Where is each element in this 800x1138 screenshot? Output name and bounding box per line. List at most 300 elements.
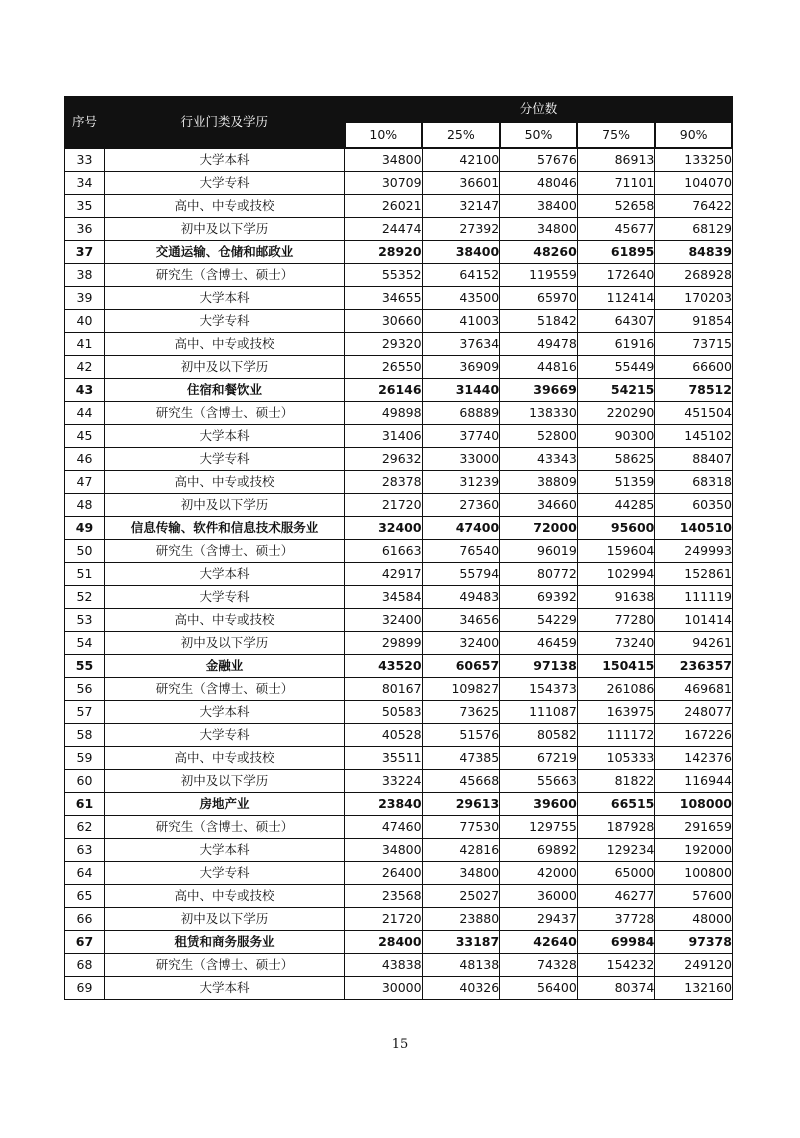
p10-value: 33224 bbox=[345, 770, 423, 793]
p90-value: 145102 bbox=[655, 425, 733, 448]
p25-value: 109827 bbox=[422, 678, 500, 701]
row-number: 65 bbox=[65, 885, 105, 908]
p75-value: 65000 bbox=[577, 862, 655, 885]
row-number: 69 bbox=[65, 977, 105, 1000]
row-number: 45 bbox=[65, 425, 105, 448]
p10-value: 30660 bbox=[345, 310, 423, 333]
table-row bbox=[65, 609, 733, 632]
p50-value: 34660 bbox=[500, 494, 578, 517]
p10-value: 28920 bbox=[345, 241, 423, 264]
p50-value: 29437 bbox=[500, 908, 578, 931]
p10-value: 42917 bbox=[345, 563, 423, 586]
p90-value: 68129 bbox=[655, 218, 733, 241]
p75-value: 220290 bbox=[577, 402, 655, 425]
p50-value: 129755 bbox=[500, 816, 578, 839]
p75-value: 187928 bbox=[577, 816, 655, 839]
p75-value: 61895 bbox=[577, 241, 655, 264]
p50-value: 44816 bbox=[500, 356, 578, 379]
p75-value: 90300 bbox=[577, 425, 655, 448]
p25-value: 27360 bbox=[422, 494, 500, 517]
p25-value: 33187 bbox=[422, 931, 500, 954]
table-row bbox=[65, 517, 733, 540]
education-level: 初中及以下学历 bbox=[105, 218, 345, 241]
p10-value: 23568 bbox=[345, 885, 423, 908]
p90-value: 91854 bbox=[655, 310, 733, 333]
p90-value: 108000 bbox=[655, 793, 733, 816]
education-level: 大学本科 bbox=[105, 563, 345, 586]
p90-value: 101414 bbox=[655, 609, 733, 632]
p75-value: 71101 bbox=[577, 172, 655, 195]
p25-value: 25027 bbox=[422, 885, 500, 908]
p90-value: 236357 bbox=[655, 655, 733, 678]
p50-value: 56400 bbox=[500, 977, 578, 1000]
p10-value: 50583 bbox=[345, 701, 423, 724]
p50-value: 34800 bbox=[500, 218, 578, 241]
row-number: 62 bbox=[65, 816, 105, 839]
p25-value: 64152 bbox=[422, 264, 500, 287]
p75-value: 69984 bbox=[577, 931, 655, 954]
p90-value: 78512 bbox=[655, 379, 733, 402]
p50-value: 55663 bbox=[500, 770, 578, 793]
table-row bbox=[65, 241, 733, 264]
row-number: 56 bbox=[65, 678, 105, 701]
p10-value: 21720 bbox=[345, 494, 423, 517]
row-number: 49 bbox=[65, 517, 105, 540]
industry-name: 住宿和餐饮业 bbox=[105, 379, 345, 402]
p90-value: 94261 bbox=[655, 632, 733, 655]
p75-value: 52658 bbox=[577, 195, 655, 218]
p25-value: 41003 bbox=[422, 310, 500, 333]
page-number: 15 bbox=[391, 1037, 409, 1052]
row-number: 64 bbox=[65, 862, 105, 885]
p25-value: 34656 bbox=[422, 609, 500, 632]
p75-value: 73240 bbox=[577, 632, 655, 655]
p50-value: 42000 bbox=[500, 862, 578, 885]
p10-value: 32400 bbox=[345, 609, 423, 632]
p50-value: 38400 bbox=[500, 195, 578, 218]
p90-value: 111119 bbox=[655, 586, 733, 609]
table-header bbox=[65, 97, 733, 149]
p10-value: 31406 bbox=[345, 425, 423, 448]
education-level: 大学专科 bbox=[105, 862, 345, 885]
p75-value: 61916 bbox=[577, 333, 655, 356]
table-row bbox=[65, 793, 733, 816]
p90-value: 60350 bbox=[655, 494, 733, 517]
row-number: 67 bbox=[65, 931, 105, 954]
p50-value: 36000 bbox=[500, 885, 578, 908]
p25-value: 47385 bbox=[422, 747, 500, 770]
row-number: 48 bbox=[65, 494, 105, 517]
education-level: 大学本科 bbox=[105, 148, 345, 172]
education-level: 高中、中专或技校 bbox=[105, 885, 345, 908]
p90-value: 100800 bbox=[655, 862, 733, 885]
industry-name: 房地产业 bbox=[105, 793, 345, 816]
p75-value: 112414 bbox=[577, 287, 655, 310]
p75-value: 91638 bbox=[577, 586, 655, 609]
education-level: 研究生（含博士、硕士） bbox=[105, 954, 345, 977]
p10-value: 30000 bbox=[345, 977, 423, 1000]
p10-value: 21720 bbox=[345, 908, 423, 931]
p75-value: 86913 bbox=[577, 148, 655, 172]
header-p10: 10% bbox=[345, 122, 423, 148]
row-number: 58 bbox=[65, 724, 105, 747]
p25-value: 31239 bbox=[422, 471, 500, 494]
p90-value: 84839 bbox=[655, 241, 733, 264]
p50-value: 138330 bbox=[500, 402, 578, 425]
p75-value: 80374 bbox=[577, 977, 655, 1000]
table-row bbox=[65, 862, 733, 885]
p90-value: 88407 bbox=[655, 448, 733, 471]
header-p25: 25% bbox=[422, 122, 500, 148]
education-level: 大学专科 bbox=[105, 586, 345, 609]
p75-value: 44285 bbox=[577, 494, 655, 517]
table-row bbox=[65, 678, 733, 701]
p10-value: 29632 bbox=[345, 448, 423, 471]
p50-value: 48260 bbox=[500, 241, 578, 264]
p90-value: 133250 bbox=[655, 148, 733, 172]
p75-value: 45677 bbox=[577, 218, 655, 241]
p50-value: 96019 bbox=[500, 540, 578, 563]
education-level: 高中、中专或技校 bbox=[105, 609, 345, 632]
p50-value: 80582 bbox=[500, 724, 578, 747]
education-level: 研究生（含博士、硕士） bbox=[105, 402, 345, 425]
p90-value: 97378 bbox=[655, 931, 733, 954]
p90-value: 76422 bbox=[655, 195, 733, 218]
p25-value: 40326 bbox=[422, 977, 500, 1000]
p10-value: 34800 bbox=[345, 148, 423, 172]
header-p75: 75% bbox=[577, 122, 655, 148]
p25-value: 42100 bbox=[422, 148, 500, 172]
row-number: 38 bbox=[65, 264, 105, 287]
p50-value: 52800 bbox=[500, 425, 578, 448]
row-number: 68 bbox=[65, 954, 105, 977]
p50-value: 54229 bbox=[500, 609, 578, 632]
p90-value: 140510 bbox=[655, 517, 733, 540]
p90-value: 469681 bbox=[655, 678, 733, 701]
p90-value: 268928 bbox=[655, 264, 733, 287]
p10-value: 34584 bbox=[345, 586, 423, 609]
row-number: 44 bbox=[65, 402, 105, 425]
p75-value: 95600 bbox=[577, 517, 655, 540]
p50-value: 74328 bbox=[500, 954, 578, 977]
table-row bbox=[65, 425, 733, 448]
p75-value: 159604 bbox=[577, 540, 655, 563]
p50-value: 38809 bbox=[500, 471, 578, 494]
p10-value: 28378 bbox=[345, 471, 423, 494]
table-row bbox=[65, 356, 733, 379]
row-number: 66 bbox=[65, 908, 105, 931]
education-level: 大学专科 bbox=[105, 448, 345, 471]
p50-value: 49478 bbox=[500, 333, 578, 356]
p25-value: 23880 bbox=[422, 908, 500, 931]
table-row bbox=[65, 494, 733, 517]
p50-value: 154373 bbox=[500, 678, 578, 701]
p75-value: 81822 bbox=[577, 770, 655, 793]
p50-value: 43343 bbox=[500, 448, 578, 471]
p50-value: 69392 bbox=[500, 586, 578, 609]
p10-value: 34800 bbox=[345, 839, 423, 862]
p50-value: 69892 bbox=[500, 839, 578, 862]
p10-value: 40528 bbox=[345, 724, 423, 747]
p90-value: 249993 bbox=[655, 540, 733, 563]
p90-value: 451504 bbox=[655, 402, 733, 425]
p50-value: 51842 bbox=[500, 310, 578, 333]
p10-value: 28400 bbox=[345, 931, 423, 954]
education-level: 初中及以下学历 bbox=[105, 356, 345, 379]
p25-value: 36909 bbox=[422, 356, 500, 379]
education-level: 大学本科 bbox=[105, 287, 345, 310]
table-row bbox=[65, 931, 733, 954]
education-level: 初中及以下学历 bbox=[105, 632, 345, 655]
education-level: 大学专科 bbox=[105, 172, 345, 195]
p50-value: 65970 bbox=[500, 287, 578, 310]
row-number: 51 bbox=[65, 563, 105, 586]
table-body bbox=[65, 148, 733, 1000]
education-level: 研究生（含博士、硕士） bbox=[105, 816, 345, 839]
p50-value: 46459 bbox=[500, 632, 578, 655]
row-number: 46 bbox=[65, 448, 105, 471]
p25-value: 43500 bbox=[422, 287, 500, 310]
table-row bbox=[65, 724, 733, 747]
p50-value: 111087 bbox=[500, 701, 578, 724]
p50-value: 57676 bbox=[500, 148, 578, 172]
row-number: 55 bbox=[65, 655, 105, 678]
table-row bbox=[65, 287, 733, 310]
row-number: 37 bbox=[65, 241, 105, 264]
row-number: 52 bbox=[65, 586, 105, 609]
p75-value: 102994 bbox=[577, 563, 655, 586]
row-number: 36 bbox=[65, 218, 105, 241]
p90-value: 192000 bbox=[655, 839, 733, 862]
education-level: 初中及以下学历 bbox=[105, 494, 345, 517]
header-p50: 50% bbox=[500, 122, 578, 148]
p25-value: 49483 bbox=[422, 586, 500, 609]
p25-value: 77530 bbox=[422, 816, 500, 839]
p10-value: 61663 bbox=[345, 540, 423, 563]
p10-value: 24474 bbox=[345, 218, 423, 241]
row-number: 50 bbox=[65, 540, 105, 563]
education-level: 大学本科 bbox=[105, 701, 345, 724]
table-row bbox=[65, 195, 733, 218]
p10-value: 23840 bbox=[345, 793, 423, 816]
p25-value: 32147 bbox=[422, 195, 500, 218]
industry-name: 租赁和商务服务业 bbox=[105, 931, 345, 954]
p10-value: 49898 bbox=[345, 402, 423, 425]
p90-value: 73715 bbox=[655, 333, 733, 356]
education-level: 高中、中专或技校 bbox=[105, 333, 345, 356]
p25-value: 32400 bbox=[422, 632, 500, 655]
p10-value: 26146 bbox=[345, 379, 423, 402]
table-row bbox=[65, 218, 733, 241]
p75-value: 55449 bbox=[577, 356, 655, 379]
p10-value: 26400 bbox=[345, 862, 423, 885]
p25-value: 27392 bbox=[422, 218, 500, 241]
p25-value: 29613 bbox=[422, 793, 500, 816]
education-level: 高中、中专或技校 bbox=[105, 471, 345, 494]
row-number: 47 bbox=[65, 471, 105, 494]
p25-value: 31440 bbox=[422, 379, 500, 402]
education-level: 大学本科 bbox=[105, 977, 345, 1000]
table-row bbox=[65, 402, 733, 425]
p75-value: 154232 bbox=[577, 954, 655, 977]
table-row bbox=[65, 586, 733, 609]
table-row bbox=[65, 816, 733, 839]
p75-value: 261086 bbox=[577, 678, 655, 701]
education-level: 高中、中专或技校 bbox=[105, 195, 345, 218]
p25-value: 73625 bbox=[422, 701, 500, 724]
row-number: 42 bbox=[65, 356, 105, 379]
p75-value: 66515 bbox=[577, 793, 655, 816]
education-level: 大学本科 bbox=[105, 425, 345, 448]
p75-value: 111172 bbox=[577, 724, 655, 747]
p50-value: 119559 bbox=[500, 264, 578, 287]
row-number: 34 bbox=[65, 172, 105, 195]
p90-value: 66600 bbox=[655, 356, 733, 379]
education-level: 初中及以下学历 bbox=[105, 908, 345, 931]
p75-value: 105333 bbox=[577, 747, 655, 770]
table-row bbox=[65, 885, 733, 908]
education-level: 大学本科 bbox=[105, 839, 345, 862]
p90-value: 249120 bbox=[655, 954, 733, 977]
p75-value: 172640 bbox=[577, 264, 655, 287]
row-number: 41 bbox=[65, 333, 105, 356]
p25-value: 47400 bbox=[422, 517, 500, 540]
p50-value: 42640 bbox=[500, 931, 578, 954]
header-seq-label: 序号 bbox=[71, 114, 97, 130]
p90-value: 104070 bbox=[655, 172, 733, 195]
p10-value: 29320 bbox=[345, 333, 423, 356]
p25-value: 45668 bbox=[422, 770, 500, 793]
table-row bbox=[65, 172, 733, 195]
row-number: 63 bbox=[65, 839, 105, 862]
p25-value: 33000 bbox=[422, 448, 500, 471]
p90-value: 132160 bbox=[655, 977, 733, 1000]
p25-value: 68889 bbox=[422, 402, 500, 425]
table-row bbox=[65, 563, 733, 586]
table-row bbox=[65, 954, 733, 977]
header-p90: 90% bbox=[655, 122, 733, 148]
table-row bbox=[65, 770, 733, 793]
p90-value: 142376 bbox=[655, 747, 733, 770]
header-seq bbox=[65, 97, 105, 149]
p25-value: 51576 bbox=[422, 724, 500, 747]
p10-value: 35511 bbox=[345, 747, 423, 770]
industry-name: 金融业 bbox=[105, 655, 345, 678]
p50-value: 72000 bbox=[500, 517, 578, 540]
table-row bbox=[65, 977, 733, 1000]
row-number: 35 bbox=[65, 195, 105, 218]
p50-value: 48046 bbox=[500, 172, 578, 195]
table-row bbox=[65, 839, 733, 862]
p75-value: 129234 bbox=[577, 839, 655, 862]
p10-value: 43838 bbox=[345, 954, 423, 977]
table-row bbox=[65, 540, 733, 563]
p90-value: 48000 bbox=[655, 908, 733, 931]
p10-value: 34655 bbox=[345, 287, 423, 310]
row-number: 43 bbox=[65, 379, 105, 402]
header-percentile-group: 分位数 bbox=[345, 97, 733, 123]
p10-value: 32400 bbox=[345, 517, 423, 540]
p50-value: 97138 bbox=[500, 655, 578, 678]
p10-value: 29899 bbox=[345, 632, 423, 655]
table-row bbox=[65, 148, 733, 172]
p90-value: 68318 bbox=[655, 471, 733, 494]
p25-value: 76540 bbox=[422, 540, 500, 563]
p90-value: 167226 bbox=[655, 724, 733, 747]
education-level: 研究生（含博士、硕士） bbox=[105, 264, 345, 287]
p25-value: 38400 bbox=[422, 241, 500, 264]
row-number: 39 bbox=[65, 287, 105, 310]
p90-value: 291659 bbox=[655, 816, 733, 839]
p50-value: 67219 bbox=[500, 747, 578, 770]
p90-value: 116944 bbox=[655, 770, 733, 793]
education-level: 高中、中专或技校 bbox=[105, 747, 345, 770]
education-level: 大学专科 bbox=[105, 310, 345, 333]
p10-value: 47460 bbox=[345, 816, 423, 839]
row-number: 53 bbox=[65, 609, 105, 632]
p25-value: 42816 bbox=[422, 839, 500, 862]
p10-value: 55352 bbox=[345, 264, 423, 287]
p75-value: 54215 bbox=[577, 379, 655, 402]
education-level: 研究生（含博士、硕士） bbox=[105, 540, 345, 563]
p50-value: 80772 bbox=[500, 563, 578, 586]
row-number: 60 bbox=[65, 770, 105, 793]
p90-value: 248077 bbox=[655, 701, 733, 724]
row-number: 57 bbox=[65, 701, 105, 724]
row-number: 33 bbox=[65, 148, 105, 172]
p10-value: 43520 bbox=[345, 655, 423, 678]
table-row bbox=[65, 448, 733, 471]
header-category: 行业门类及学历 bbox=[105, 97, 345, 149]
p25-value: 37634 bbox=[422, 333, 500, 356]
p25-value: 34800 bbox=[422, 862, 500, 885]
table-row bbox=[65, 310, 733, 333]
p10-value: 26021 bbox=[345, 195, 423, 218]
industry-name: 交通运输、仓储和邮政业 bbox=[105, 241, 345, 264]
table-row bbox=[65, 333, 733, 356]
education-level: 初中及以下学历 bbox=[105, 770, 345, 793]
p25-value: 55794 bbox=[422, 563, 500, 586]
p75-value: 163975 bbox=[577, 701, 655, 724]
table-row bbox=[65, 701, 733, 724]
table-row bbox=[65, 632, 733, 655]
table-row bbox=[65, 908, 733, 931]
row-number: 59 bbox=[65, 747, 105, 770]
table-row bbox=[65, 471, 733, 494]
education-level: 大学专科 bbox=[105, 724, 345, 747]
p90-value: 170203 bbox=[655, 287, 733, 310]
p10-value: 30709 bbox=[345, 172, 423, 195]
p75-value: 64307 bbox=[577, 310, 655, 333]
p50-value: 39669 bbox=[500, 379, 578, 402]
table-row bbox=[65, 655, 733, 678]
p75-value: 37728 bbox=[577, 908, 655, 931]
industry-name: 信息传输、软件和信息技术服务业 bbox=[105, 517, 345, 540]
p25-value: 60657 bbox=[422, 655, 500, 678]
p10-value: 80167 bbox=[345, 678, 423, 701]
p75-value: 150415 bbox=[577, 655, 655, 678]
table-row bbox=[65, 264, 733, 287]
row-number: 61 bbox=[65, 793, 105, 816]
table-row bbox=[65, 379, 733, 402]
row-number: 40 bbox=[65, 310, 105, 333]
table-row bbox=[65, 747, 733, 770]
p50-value: 39600 bbox=[500, 793, 578, 816]
p75-value: 77280 bbox=[577, 609, 655, 632]
p75-value: 46277 bbox=[577, 885, 655, 908]
p25-value: 37740 bbox=[422, 425, 500, 448]
p90-value: 152861 bbox=[655, 563, 733, 586]
